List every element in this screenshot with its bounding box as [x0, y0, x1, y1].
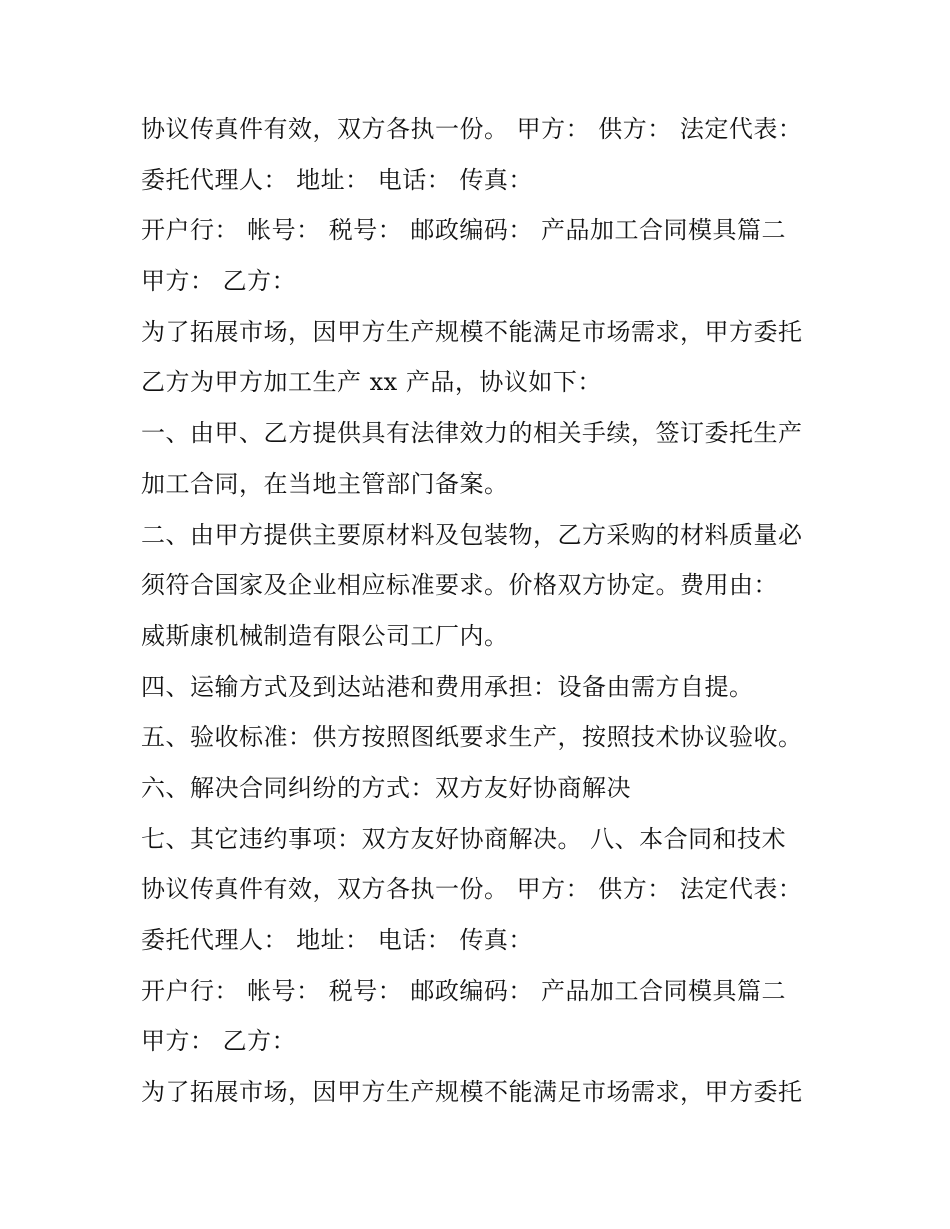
text-line: 委托代理人： 地址： 电话： 传真： [141, 165, 533, 194]
text-line: 为了拓展市场，因甲方生产规模不能满足市场需求，甲方委托 [141, 317, 803, 346]
text-line: 协议传真件有效，双方各执一份。 甲方： 供方： 法定代表： [141, 875, 803, 904]
text-line: 甲方： 乙方： [141, 267, 297, 296]
text-line: 委托代理人： 地址： 电话： 传真： [141, 926, 533, 954]
text-line: 甲方： 乙方： [141, 1027, 297, 1056]
text-line: 乙方为甲方加工生产 xx 产品，协议如下： [141, 368, 602, 397]
text-line: 二、由甲方提供主要原材料及包装物，乙方采购的材料质量必 [141, 520, 803, 549]
text-line: 一、由甲、乙方提供具有法律效力的相关手续，签订委托生产 [141, 419, 803, 448]
text-line: 六、解决合同纠纷的方式：双方友好协商解决 [141, 773, 631, 802]
text-line: 四、运输方式及到达站港和费用承担：设备由需方自提。 [141, 672, 754, 701]
text-line: 七、其它违约事项：双方友好协商解决。 八、本合同和技术 [141, 824, 787, 853]
text-line: 为了拓展市场，因甲方生产规模不能满足市场需求，甲方委托 [141, 1078, 803, 1107]
text-line: 开户行： 帐号： 税号： 邮政编码： 产品加工合同模具篇二 [141, 976, 787, 1005]
text-line: 五、验收标准：供方按照图纸要求生产，按照技术协议验收。 [141, 723, 803, 752]
text-line: 须符合国家及企业相应标准要求。价格双方协定。费用由： [141, 571, 778, 600]
text-line: 加工合同，在当地主管部门备案。 [141, 469, 509, 498]
text-line: 协议传真件有效，双方各执一份。 甲方： 供方： 法定代表： [141, 115, 803, 143]
contract-text-body [141, 104, 841, 1118]
text-line: 威斯康机械制造有限公司工厂内。 [141, 621, 509, 650]
text-line: 开户行： 帐号： 税号： 邮政编码： 产品加工合同模具篇二 [141, 216, 787, 245]
